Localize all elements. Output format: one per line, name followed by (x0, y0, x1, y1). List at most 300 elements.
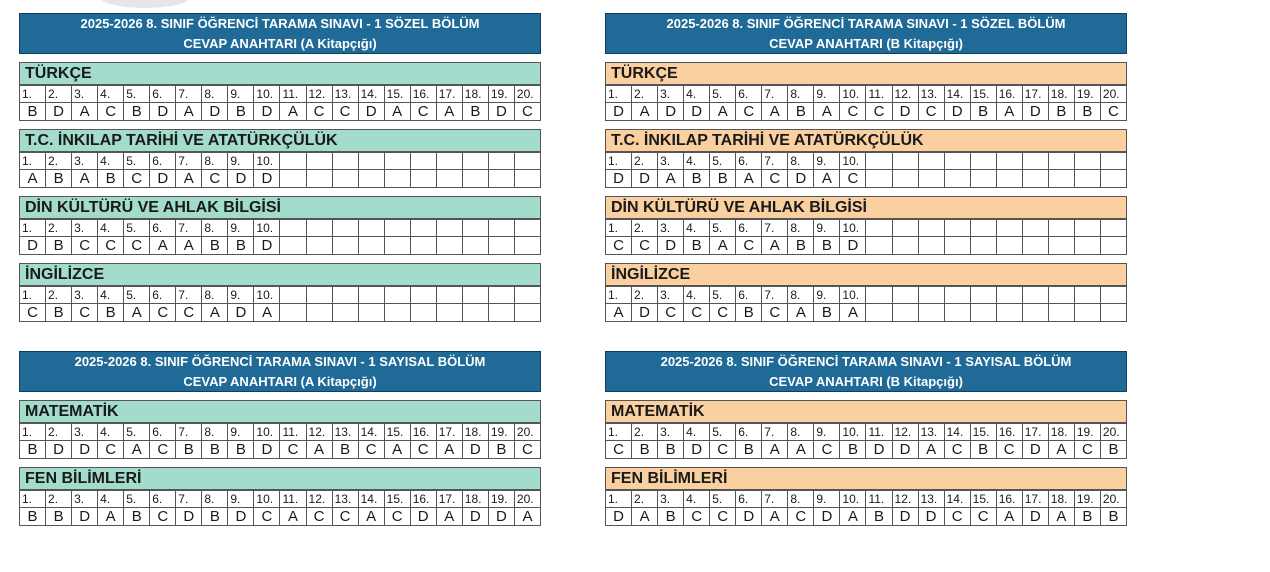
question-number-cell (332, 287, 358, 304)
answer-cell: D (606, 508, 632, 526)
subject-list (605, 400, 1127, 526)
answer-cell: A (514, 508, 540, 526)
answer-cell: A (124, 441, 150, 459)
answer-cell: A (840, 304, 866, 322)
question-number-cell (488, 287, 514, 304)
header-line2: CEVAP ANAHTARI (B Kitapçığı) (769, 35, 963, 51)
question-number-cell: 19. (488, 86, 514, 103)
question-number-cell: 5. (124, 153, 150, 170)
question-number-row (20, 220, 541, 237)
answer-cell (462, 170, 488, 188)
question-number-cell: 18. (462, 491, 488, 508)
answer-cell (332, 304, 358, 322)
question-number-cell: 13. (332, 86, 358, 103)
question-number-cell: 17. (436, 86, 462, 103)
header-line2: CEVAP ANAHTARI (A Kitapçığı) (183, 35, 377, 51)
question-number-cell (1048, 220, 1074, 237)
question-number-cell (1074, 287, 1100, 304)
answer-row (606, 103, 1127, 121)
question-number-cell: 14. (944, 491, 970, 508)
sozel-a-header (19, 13, 541, 54)
question-number-cell: 5. (124, 424, 150, 441)
answer-cell: D (632, 170, 658, 188)
answer-cell: C (410, 103, 436, 121)
answer-grid (19, 490, 541, 526)
question-number-cell: 4. (98, 86, 124, 103)
answer-cell: C (840, 103, 866, 121)
answer-cell: B (814, 237, 840, 255)
question-number-cell: 3. (658, 424, 684, 441)
question-number-cell: 3. (72, 287, 98, 304)
question-number-cell: 12. (306, 424, 332, 441)
answer-cell: D (1022, 508, 1048, 526)
question-number-cell: 13. (918, 424, 944, 441)
answer-cell: A (176, 237, 202, 255)
answer-cell: D (658, 237, 684, 255)
answer-cell: A (124, 304, 150, 322)
answer-cell: D (788, 170, 814, 188)
answer-cell: C (72, 237, 98, 255)
question-number-cell: 1. (20, 220, 46, 237)
question-number-cell: 9. (228, 220, 254, 237)
question-number-cell: 18. (462, 86, 488, 103)
answer-cell (996, 237, 1022, 255)
question-number-cell: 3. (72, 86, 98, 103)
answer-cell (514, 237, 540, 255)
subject-title: İNGİLİZCE (19, 263, 541, 286)
answer-cell (1048, 237, 1074, 255)
question-number-cell (918, 287, 944, 304)
answer-cell (488, 304, 514, 322)
question-number-cell: 7. (762, 424, 788, 441)
question-number-cell: 13. (918, 86, 944, 103)
question-number-cell: 3. (658, 86, 684, 103)
question-number-cell (358, 287, 384, 304)
question-number-cell: 7. (762, 153, 788, 170)
answer-cell (436, 304, 462, 322)
answer-cell (384, 170, 410, 188)
answer-cell: D (202, 103, 228, 121)
question-number-cell (892, 287, 918, 304)
question-number-cell: 7. (176, 287, 202, 304)
question-number-cell: 3. (658, 153, 684, 170)
answer-cell: A (762, 237, 788, 255)
question-number-cell: 6. (150, 220, 176, 237)
question-number-cell: 8. (788, 424, 814, 441)
question-number-cell (944, 153, 970, 170)
answer-cell (410, 237, 436, 255)
question-number-cell: 8. (788, 220, 814, 237)
question-number-row (20, 287, 541, 304)
question-number-cell: 8. (202, 86, 228, 103)
question-number-cell (410, 153, 436, 170)
header-line1: 2025-2026 8. SINIF ÖĞRENCİ TARAMA SINAVI - 1 SAYISAL BÖLÜM (660, 353, 1072, 369)
answer-cell: D (358, 103, 384, 121)
answer-cell (306, 237, 332, 255)
answer-grid (19, 219, 541, 255)
subject-title: TÜRKÇE (19, 62, 541, 85)
answer-grid (19, 152, 541, 188)
question-number-cell: 10. (840, 153, 866, 170)
question-number-cell: 10. (840, 491, 866, 508)
question-number-cell: 8. (202, 153, 228, 170)
answer-cell: A (788, 441, 814, 459)
answer-cell: B (202, 441, 228, 459)
question-number-row (606, 287, 1127, 304)
question-number-cell: 5. (710, 153, 736, 170)
question-number-cell: 16. (996, 491, 1022, 508)
question-number-cell (488, 220, 514, 237)
answer-row (606, 237, 1127, 255)
answer-cell: C (606, 237, 632, 255)
question-number-row (20, 86, 541, 103)
answer-cell: C (658, 304, 684, 322)
question-number-cell: 14. (944, 424, 970, 441)
question-number-cell: 2. (632, 424, 658, 441)
question-number-cell: 2. (46, 153, 72, 170)
answer-cell: C (762, 170, 788, 188)
question-number-cell (488, 153, 514, 170)
answer-cell: A (306, 441, 332, 459)
question-number-cell: 12. (892, 424, 918, 441)
question-number-cell (384, 220, 410, 237)
question-number-cell: 10. (254, 220, 280, 237)
answer-cell: C (124, 170, 150, 188)
answer-cell: C (72, 304, 98, 322)
answer-cell: B (20, 103, 46, 121)
answer-cell: D (892, 441, 918, 459)
question-number-cell: 16. (410, 491, 436, 508)
answer-cell: B (462, 103, 488, 121)
answer-cell: D (72, 508, 98, 526)
question-number-cell: 17. (436, 491, 462, 508)
question-number-cell (410, 287, 436, 304)
subject-block (19, 400, 541, 459)
answer-cell (436, 170, 462, 188)
answer-cell: A (436, 441, 462, 459)
question-number-cell (306, 287, 332, 304)
sozel-a-section (19, 13, 541, 322)
answer-cell (358, 237, 384, 255)
question-number-cell: 2. (632, 153, 658, 170)
answer-cell (1100, 304, 1126, 322)
answer-grid (19, 85, 541, 121)
answer-cell: B (228, 103, 254, 121)
answer-cell: A (72, 170, 98, 188)
question-number-cell: 14. (358, 424, 384, 441)
question-number-row (606, 153, 1127, 170)
answer-cell: A (632, 103, 658, 121)
answer-cell: A (996, 508, 1022, 526)
answer-cell: B (710, 170, 736, 188)
answer-cell: D (892, 508, 918, 526)
question-number-cell: 20. (514, 424, 540, 441)
answer-cell: A (606, 304, 632, 322)
question-number-cell: 4. (684, 287, 710, 304)
question-number-cell: 7. (176, 220, 202, 237)
question-number-cell: 2. (46, 491, 72, 508)
answer-cell: B (658, 508, 684, 526)
question-number-cell: 13. (918, 491, 944, 508)
answer-cell: D (866, 441, 892, 459)
question-number-cell (970, 220, 996, 237)
answer-cell (410, 170, 436, 188)
question-number-cell (358, 220, 384, 237)
answer-cell (866, 170, 892, 188)
question-number-cell: 11. (866, 491, 892, 508)
question-number-cell (944, 287, 970, 304)
question-number-cell: 6. (736, 287, 762, 304)
answer-cell: C (918, 103, 944, 121)
answer-cell: D (814, 508, 840, 526)
answer-cell: A (384, 103, 410, 121)
answer-cell: A (72, 103, 98, 121)
answer-cell: A (280, 508, 306, 526)
question-number-cell: 7. (762, 220, 788, 237)
answer-grid (605, 423, 1127, 459)
answer-cell: A (280, 103, 306, 121)
question-number-row (20, 424, 541, 441)
question-number-cell: 19. (488, 491, 514, 508)
subject-title: İNGİLİZCE (605, 263, 1127, 286)
answer-cell: C (332, 103, 358, 121)
subject-block (19, 196, 541, 255)
answer-cell: A (814, 103, 840, 121)
answer-cell: B (788, 237, 814, 255)
question-number-cell: 18. (1048, 424, 1074, 441)
answer-cell: D (410, 508, 436, 526)
question-number-cell: 12. (892, 491, 918, 508)
question-number-row (606, 424, 1127, 441)
question-number-cell: 8. (202, 424, 228, 441)
answer-cell (866, 304, 892, 322)
answer-cell (944, 237, 970, 255)
question-number-cell (1074, 153, 1100, 170)
question-number-cell (996, 287, 1022, 304)
answer-cell (514, 304, 540, 322)
answer-grid (19, 286, 541, 322)
answer-cell: D (658, 103, 684, 121)
question-number-cell: 9. (814, 491, 840, 508)
question-number-cell: 10. (840, 220, 866, 237)
question-number-cell (996, 153, 1022, 170)
question-number-cell: 9. (814, 424, 840, 441)
answer-row (606, 304, 1127, 322)
question-number-cell: 8. (202, 220, 228, 237)
subject-block (605, 263, 1127, 322)
question-number-cell (436, 220, 462, 237)
answer-cell: B (684, 170, 710, 188)
question-number-cell: 1. (606, 153, 632, 170)
question-number-cell: 4. (98, 287, 124, 304)
answer-cell: A (176, 170, 202, 188)
answer-cell: C (150, 441, 176, 459)
question-number-cell: 11. (866, 424, 892, 441)
answer-cell: C (20, 304, 46, 322)
answer-cell: D (72, 441, 98, 459)
question-number-cell: 2. (46, 86, 72, 103)
question-number-cell: 9. (814, 220, 840, 237)
question-number-cell: 10. (840, 424, 866, 441)
question-number-cell: 17. (1022, 491, 1048, 508)
question-number-cell: 1. (606, 491, 632, 508)
answer-cell: C (710, 304, 736, 322)
question-number-cell: 5. (710, 424, 736, 441)
answer-grid (605, 286, 1127, 322)
question-number-cell: 8. (202, 287, 228, 304)
answer-cell: B (1074, 103, 1100, 121)
answer-cell (306, 170, 332, 188)
answer-row (20, 103, 541, 121)
answer-cell: C (280, 441, 306, 459)
answer-cell (1022, 170, 1048, 188)
answer-cell: D (1022, 441, 1048, 459)
answer-cell: A (762, 441, 788, 459)
question-number-cell: 4. (684, 153, 710, 170)
question-number-cell: 3. (658, 491, 684, 508)
answer-cell: A (436, 508, 462, 526)
question-number-cell: 9. (228, 86, 254, 103)
answer-cell (436, 237, 462, 255)
question-number-cell: 10. (840, 86, 866, 103)
answer-cell: C (150, 304, 176, 322)
answer-cell: C (124, 237, 150, 255)
question-number-cell (514, 220, 540, 237)
answer-cell: D (736, 508, 762, 526)
answer-cell: D (254, 237, 280, 255)
header-line1: 2025-2026 8. SINIF ÖĞRENCİ TARAMA SINAVI - 1 SÖZEL BÖLÜM (666, 15, 1066, 31)
answer-cell: D (488, 103, 514, 121)
question-number-cell (280, 220, 306, 237)
question-number-cell: 13. (332, 491, 358, 508)
question-number-cell (332, 153, 358, 170)
answer-cell: B (46, 508, 72, 526)
question-number-cell (332, 220, 358, 237)
answer-cell: C (150, 508, 176, 526)
question-number-cell: 9. (814, 287, 840, 304)
answer-cell (1074, 237, 1100, 255)
answer-cell: D (228, 508, 254, 526)
answer-cell (332, 237, 358, 255)
question-number-cell (306, 220, 332, 237)
answer-cell: A (98, 508, 124, 526)
answer-cell: C (410, 441, 436, 459)
answer-cell: A (384, 441, 410, 459)
question-number-cell: 20. (1100, 424, 1126, 441)
question-number-cell (514, 287, 540, 304)
question-number-cell (918, 220, 944, 237)
question-number-cell (462, 153, 488, 170)
answer-cell (970, 237, 996, 255)
answer-cell: C (840, 170, 866, 188)
question-number-cell: 9. (228, 491, 254, 508)
question-number-cell: 3. (72, 153, 98, 170)
answer-cell: A (918, 441, 944, 459)
answer-grid (605, 152, 1127, 188)
answer-cell (462, 304, 488, 322)
answer-cell: B (788, 103, 814, 121)
question-number-cell: 8. (788, 153, 814, 170)
answer-cell (1100, 170, 1126, 188)
subject-title: MATEMATİK (605, 400, 1127, 423)
answer-cell: D (176, 508, 202, 526)
answer-cell: C (970, 508, 996, 526)
question-number-cell: 14. (944, 86, 970, 103)
answer-cell: C (710, 441, 736, 459)
question-number-cell: 6. (736, 220, 762, 237)
answer-cell (892, 170, 918, 188)
answer-cell (944, 170, 970, 188)
question-number-cell: 5. (124, 86, 150, 103)
answer-cell: C (710, 508, 736, 526)
question-number-cell: 10. (254, 287, 280, 304)
question-number-cell: 4. (684, 220, 710, 237)
question-number-cell: 6. (150, 287, 176, 304)
question-number-cell: 4. (684, 424, 710, 441)
answer-cell: C (736, 237, 762, 255)
answer-cell: B (46, 304, 72, 322)
question-number-cell: 2. (632, 491, 658, 508)
question-number-cell: 10. (840, 287, 866, 304)
question-number-cell: 19. (1074, 491, 1100, 508)
sayisal-a-header (19, 351, 541, 392)
answer-cell: C (514, 441, 540, 459)
answer-cell (488, 237, 514, 255)
answer-cell: D (606, 103, 632, 121)
sayisal-a-section (19, 351, 541, 526)
question-number-cell (436, 153, 462, 170)
question-number-cell: 3. (658, 220, 684, 237)
subject-block (605, 129, 1127, 188)
answer-cell (944, 304, 970, 322)
answer-cell: B (840, 441, 866, 459)
answer-cell: C (814, 441, 840, 459)
answer-cell: C (332, 508, 358, 526)
answer-cell: B (228, 237, 254, 255)
question-number-cell: 8. (788, 287, 814, 304)
answer-cell: B (202, 508, 228, 526)
question-number-cell (970, 287, 996, 304)
answer-cell: B (98, 304, 124, 322)
question-number-row (20, 153, 541, 170)
question-number-cell: 2. (46, 287, 72, 304)
answer-cell: A (1048, 441, 1074, 459)
sozel-b-section (605, 13, 1127, 322)
question-number-cell (1048, 153, 1074, 170)
answer-cell: A (840, 508, 866, 526)
subject-title: DİN KÜLTÜRÜ VE AHLAK BİLGİSİ (19, 196, 541, 219)
question-number-cell: 20. (1100, 491, 1126, 508)
answer-row (20, 170, 541, 188)
answer-cell (280, 170, 306, 188)
answer-cell: D (606, 170, 632, 188)
answer-cell: C (306, 103, 332, 121)
question-number-cell: 18. (462, 424, 488, 441)
question-number-cell: 15. (970, 424, 996, 441)
answer-cell: D (1022, 103, 1048, 121)
question-number-cell: 4. (684, 491, 710, 508)
answer-cell: D (684, 441, 710, 459)
subject-title: DİN KÜLTÜRÜ VE AHLAK BİLGİSİ (605, 196, 1127, 219)
answer-cell: B (98, 170, 124, 188)
answer-cell: C (514, 103, 540, 121)
answer-cell (918, 304, 944, 322)
question-number-cell (462, 220, 488, 237)
answer-cell: A (814, 170, 840, 188)
answer-cell: D (254, 170, 280, 188)
question-number-row (606, 491, 1127, 508)
answer-cell (996, 304, 1022, 322)
